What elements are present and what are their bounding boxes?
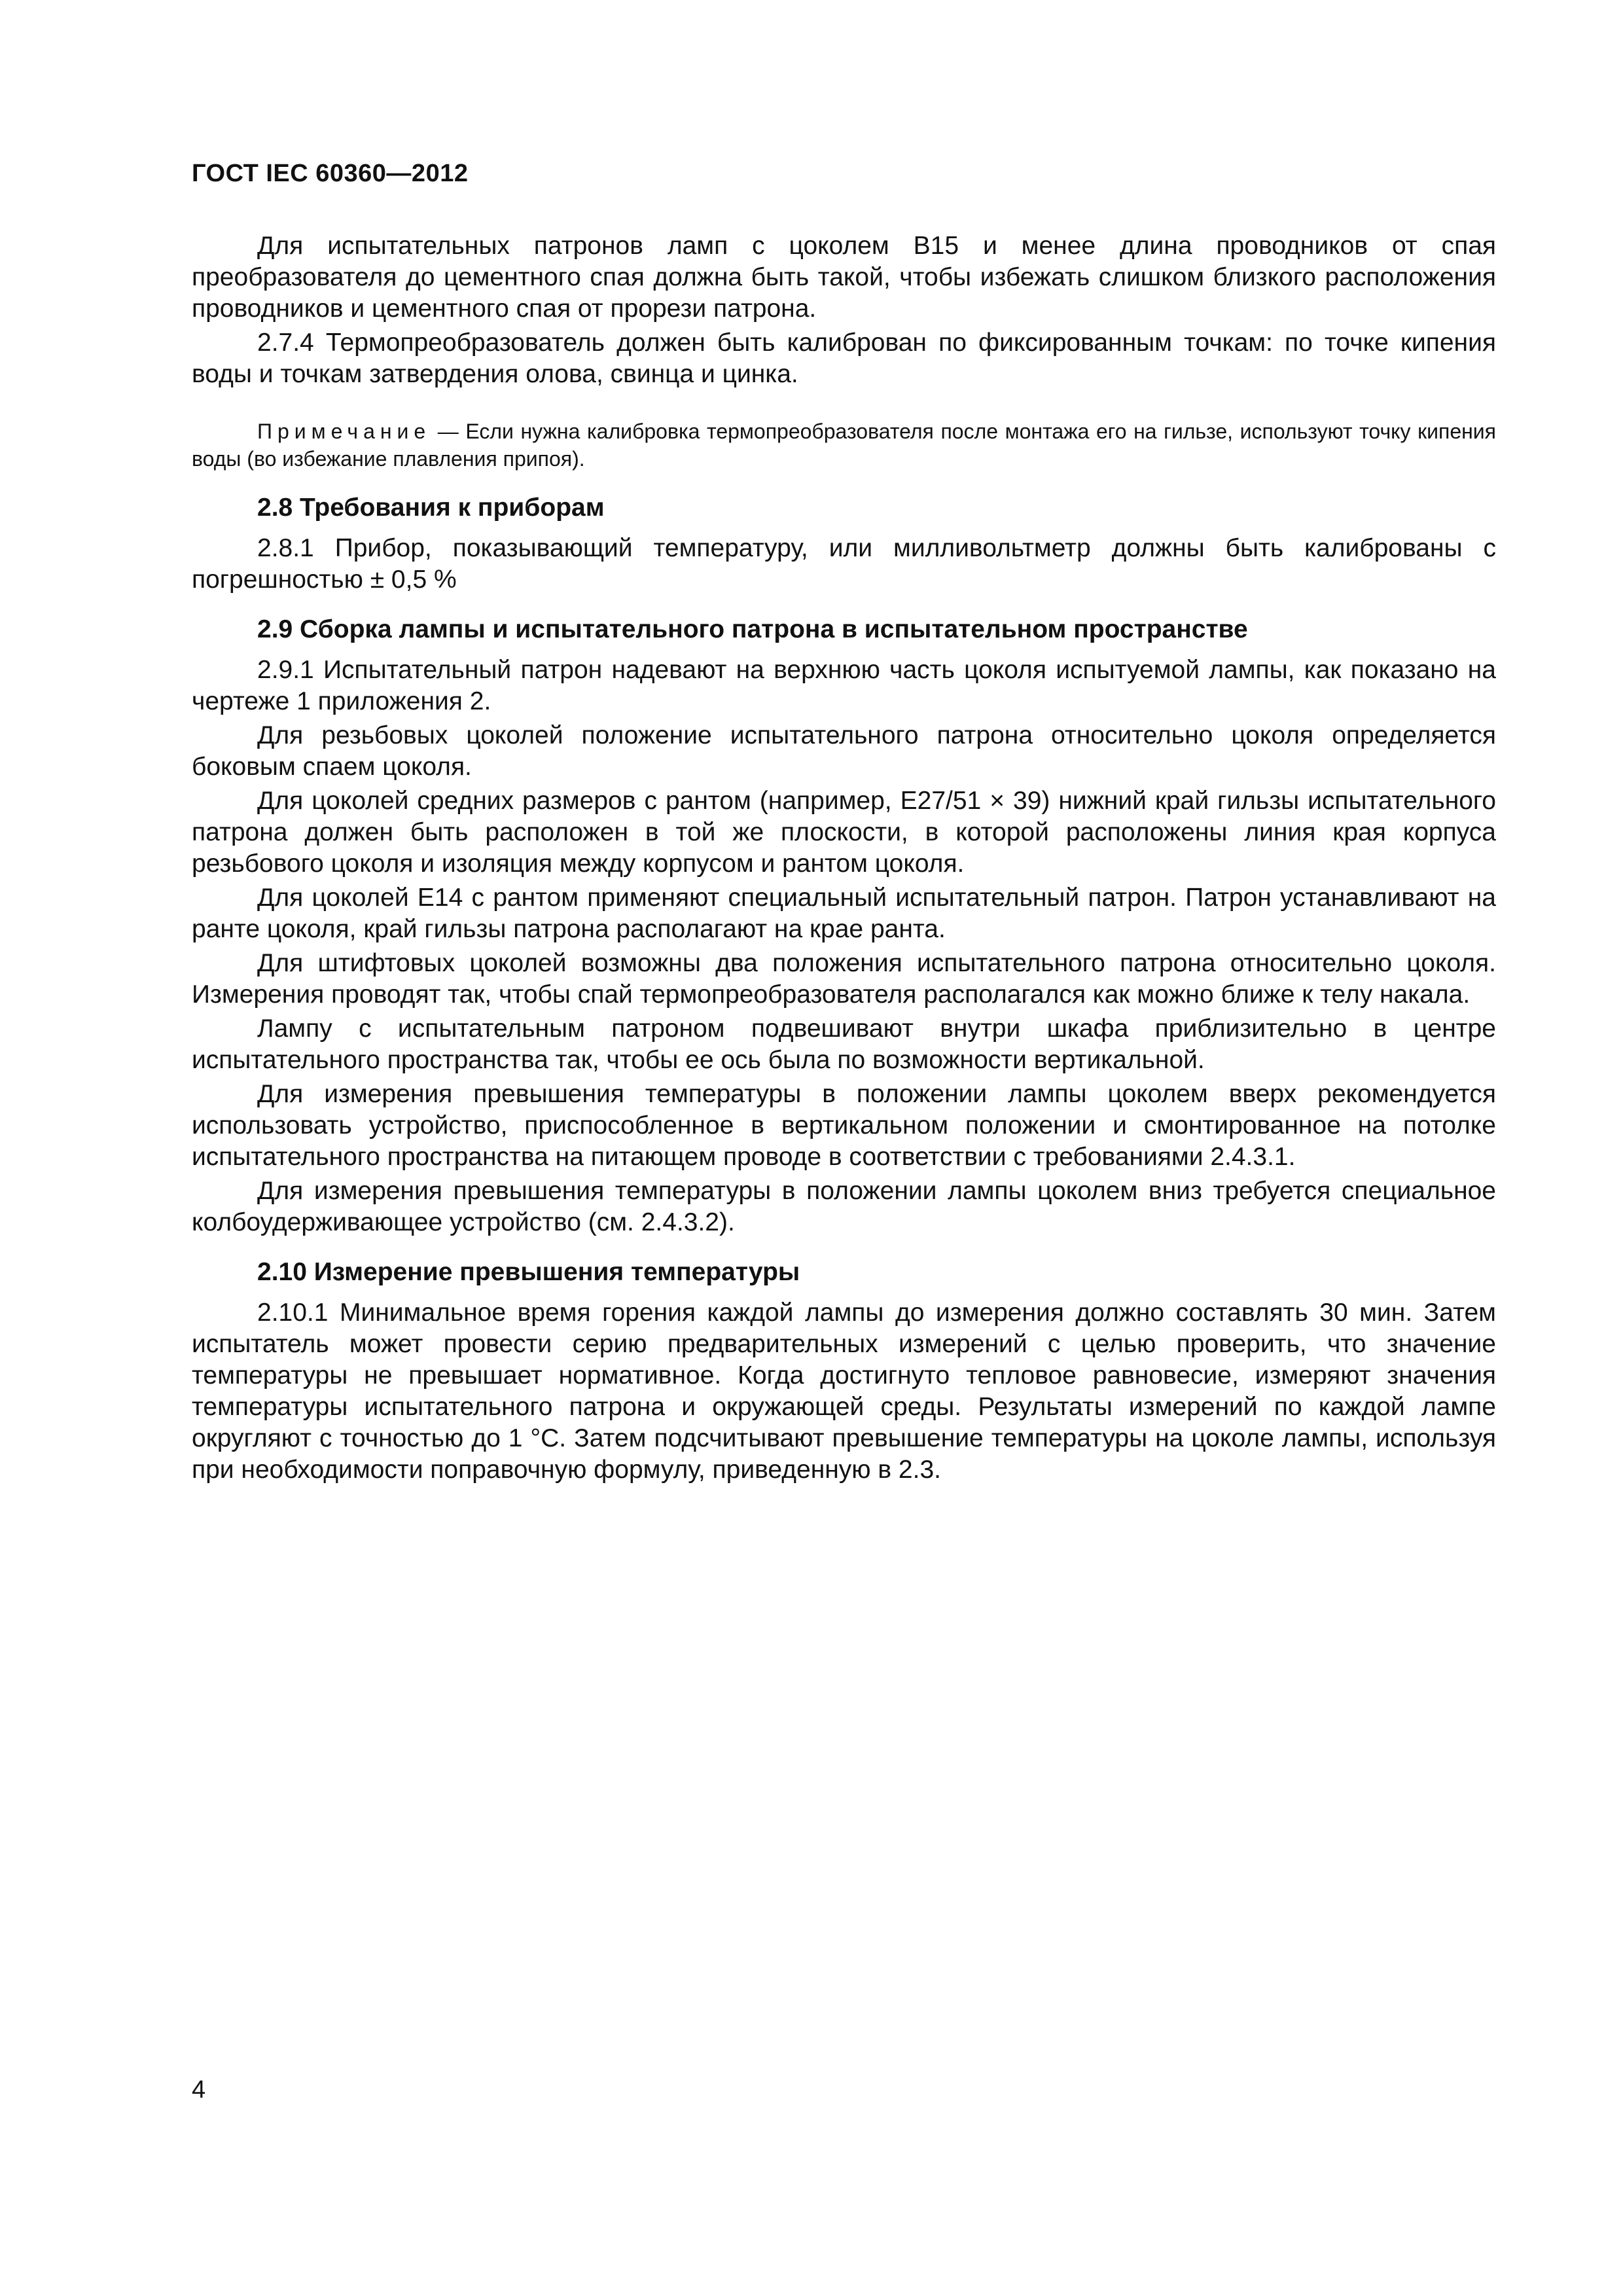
note [192, 418, 1496, 473]
paragraph-2-7-4: 2.7.4 Термопреобразователь должен быть калиброван по фиксированным точкам: по точке кипения воды и точкам затвердения олова, свинца и цинка. [192, 329, 1496, 388]
paragraph-b15-conductors: Для испытательных патронов ламп с цоколем B15 и менее длина проводников от спая преобразователя до цементного спая должна быть такой, чтобы избежать слишком близкого расположения проводников и цементного спая от прорези патрона. [192, 232, 1496, 323]
section-heading-2-10: 2.10 Измерение превышения температуры [257, 1258, 800, 1286]
paragraph-threaded-caps: Для резьбовых цоколей положение испытательного патрона относительно цоколя определяется боковым спаем цоколя. [192, 721, 1496, 781]
section-heading-2-8: 2.8 Требования к приборам [257, 493, 605, 522]
paragraph-lamp-suspension: Лампу с испытательным патроном подвешивают внутри шкафа приблизительно в центре испытательного пространства так, чтобы ее ось была по возможности вертикальной. [192, 1014, 1496, 1074]
document-body [192, 230, 1496, 1488]
paragraph-cap-up: Для измерения превышения температуры в положении лампы цоколем вверх рекомендуется использовать устройство, приспособленное в вертикальном положении и смонтированное на потолке испытательного пространства на питающем проводе в соответствии с требованиями 2.4.3.1. [192, 1080, 1496, 1171]
section-heading-2-9: 2.9 Сборка лампы и испытательного патрона в испытательном пространстве [257, 615, 1248, 643]
paragraph-2-9-1: 2.9.1 Испытательный патрон надевают на верхнюю часть цоколя испытуемой лампы, как показано на чертеже 1 приложения 2. [192, 656, 1496, 715]
paragraph-2-8-1: 2.8.1 Прибор, показывающий температуру, или милливольтметр должны быть калиброваны с погрешностью ± 0,5 % [192, 534, 1496, 594]
paragraph-medium-caps: Для цоколей средних размеров с рантом (например, E27/51 × 39) нижний край гильзы испытательного патрона должен быть расположен в той же плоскости, в которой расположены линия края корпуса резьбового цоколя и изоляция между корпусом и рантом цоколя. [192, 787, 1496, 878]
note-text: — Если нужна калибровка термопреобразователя после монтажа его на гильзе, используют точку кипения воды (во избежание плавления припоя). [192, 420, 1496, 471]
paragraph-2-10-1: 2.10.1 Минимальное время горения каждой лампы до измерения должно составлять 30 мин. Затем испытатель может провести серию предварительных измерений с целью проверить, что значение температуры не превышает нормативное. Когда достигнуто тепловое равновесие, измеряют значения температуры испытательного патрона и окружающей среды. Результаты измерений по каждой лампе округляют с точностью до 1 °С. Затем подсчитывают превышение температуры на цоколе лампы, используя при необходимости поправочную формулу, приведенную в 2.3. [192, 1299, 1496, 1484]
paragraph-e14-caps: Для цоколей E14 с рантом применяют специальный испытательный патрон. Патрон устанавливают на ранте цоколя, край гильзы патрона располагают на крае ранта. [192, 884, 1496, 943]
paragraph-pin-caps: Для штифтовых цоколей возможны два положения испытательного патрона относительно цоколя. Измерения проводят так, чтобы спай термопреобразователя располагался как можно ближе к телу накала. [192, 949, 1496, 1009]
document-header: ГОСТ IEC 60360—2012 [192, 160, 469, 187]
page-number: 4 [192, 2076, 206, 2104]
note-label: Примечание [257, 420, 431, 443]
paragraph-cap-down: Для измерения превышения температуры в положении лампы цоколем вниз требуется специальное колбоудерживающее устройство (см. 2.4.3.2). [192, 1177, 1496, 1236]
